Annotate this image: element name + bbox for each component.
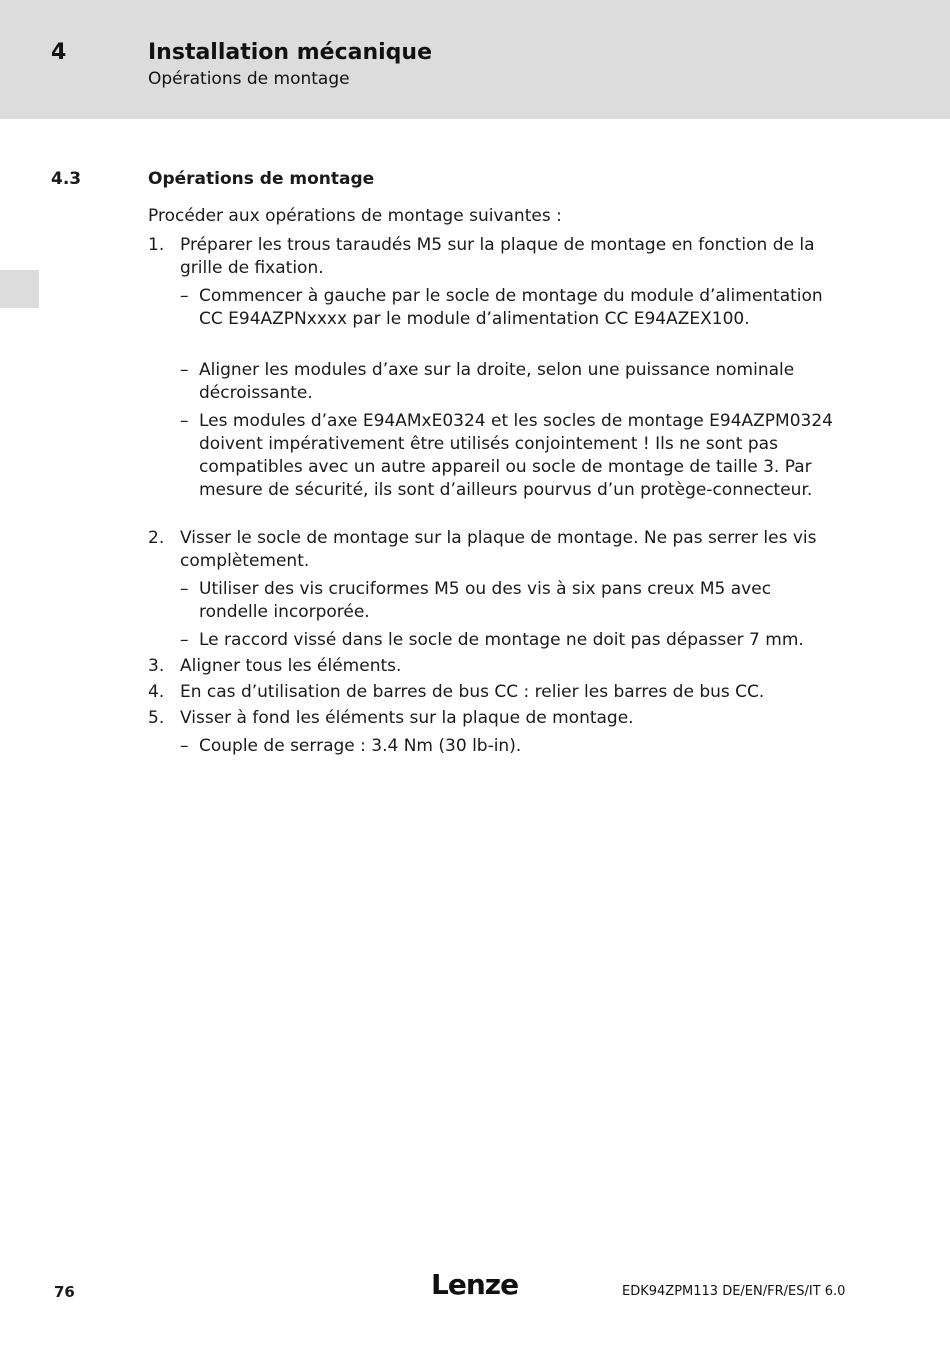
- step-text: En cas d’utilisation de barres de bus CC : relier les barres de bus CC.: [180, 682, 765, 702]
- section-intro: Procéder aux opérations de montage suivantes :: [148, 206, 562, 226]
- chapter-subtitle: Opérations de montage: [148, 69, 350, 89]
- step-number: 5.: [148, 708, 165, 728]
- step-1: [148, 234, 848, 280]
- page-number: 76: [54, 1283, 75, 1301]
- step-text: Visser le socle de montage sur la plaque de montage. Ne pas serrer les vis complètement.: [180, 528, 817, 571]
- chapter-side-tab: [0, 270, 39, 308]
- step-number: 1.: [148, 235, 165, 255]
- step-5: [148, 707, 848, 730]
- section-title: Opérations de montage: [148, 169, 375, 189]
- step-4: [148, 681, 848, 704]
- step-text-content: Préparer les trous taraudés M5 sur la plaque de montage en fonction de la grille de fixation.: [180, 235, 815, 278]
- chapter-header-band: [0, 0, 950, 119]
- dash-marker: –: [180, 579, 189, 599]
- step-number: 4.: [148, 682, 165, 702]
- step-2: [148, 527, 848, 573]
- dash-marker: –: [180, 630, 189, 650]
- chapter-number: 4: [51, 40, 67, 65]
- lenze-logo: Lenze: [431, 1268, 519, 1301]
- step-3: [148, 655, 848, 678]
- step-number: 2.: [148, 528, 165, 548]
- step-text: Visser à fond les éléments sur la plaque de montage.: [180, 708, 634, 728]
- step-1-bullet-2: [180, 359, 840, 405]
- step-1-bullet-1: [180, 285, 840, 331]
- step-1-bullet-3: [180, 410, 840, 502]
- bullet-text: Commencer à gauche par le socle de montage du module d’alimentation CC E94AZPNxxxx par le module d’alimentation CC E94AZEX100.: [199, 286, 823, 329]
- section-number: 4.3: [51, 169, 82, 189]
- bullet-text: Les modules d’axe E94AMxE0324 et les socles de montage E94AZPM0324 doivent impérativement être utilisés conjointement ! Ils ne sont pas compatibles avec un autre appareil ou socle de montage de taille 3. Par mesure de sécurité, ils sont d’ailleurs pourvus d’un protège-connecteur.: [199, 411, 833, 500]
- step-text: [180, 234, 848, 280]
- step-2-bullet-2: [180, 629, 840, 652]
- step-5-bullet-1: [180, 735, 840, 758]
- chapter-title: Installation mécanique: [148, 40, 432, 65]
- bullet-text: Utiliser des vis cruciformes M5 ou des vis à six pans creux M5 avec rondelle incorporée.: [199, 579, 772, 622]
- document-reference: EDK94ZPM113 DE/EN/FR/ES/IT 6.0: [622, 1284, 846, 1299]
- step-text: Aligner tous les éléments.: [180, 656, 402, 676]
- dash-marker: –: [180, 286, 189, 306]
- dash-marker: –: [180, 360, 189, 380]
- bullet-text: Couple de serrage : 3.4 Nm (30 lb-in).: [199, 736, 522, 756]
- bullet-text: Aligner les modules d’axe sur la droite, selon une puissance nominale décroissante.: [199, 360, 795, 403]
- bullet-text: Le raccord vissé dans le socle de montage ne doit pas dépasser 7 mm.: [199, 630, 804, 650]
- dash-marker: –: [180, 411, 189, 431]
- step-number: 3.: [148, 656, 165, 676]
- dash-marker: –: [180, 736, 189, 756]
- step-2-bullet-1: [180, 578, 840, 624]
